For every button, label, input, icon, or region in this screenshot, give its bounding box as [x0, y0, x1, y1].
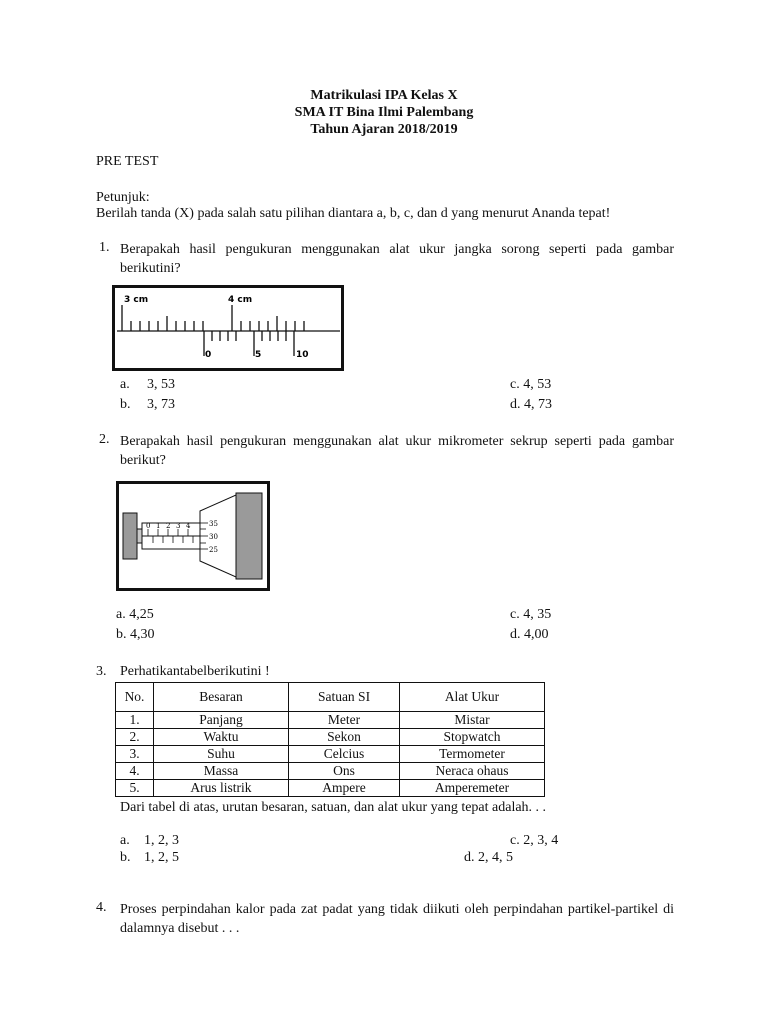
q1-option-b-letter: b. — [120, 397, 131, 412]
table-header-row — [116, 683, 545, 712]
q4-text: Proses perpindahan kalor pada zat padat yang tidak diikuti oleh perpindahan partikel-partikel di dalamnya disebut . . . — [120, 902, 674, 936]
units-table — [115, 682, 545, 797]
table-header: Satuan SI — [289, 683, 400, 712]
sleeve-label-2: 2 — [166, 522, 171, 530]
q1-number: 1. — [99, 240, 110, 255]
q3-option-a-letter: a. — [120, 833, 130, 848]
q1-option-a: 3, 53 — [147, 377, 175, 392]
q3-option-c: c. 2, 3, 4 — [510, 833, 559, 848]
table-cell: 4. — [116, 763, 154, 780]
table-cell: 5. — [116, 780, 154, 797]
table-cell: Mistar — [400, 712, 545, 729]
q3-text: Perhatikantabelberikutini ! — [120, 664, 270, 679]
q3-option-b: 1, 2, 5 — [144, 850, 179, 865]
table-row — [116, 712, 545, 729]
vernier-caliper-figure — [112, 285, 344, 371]
doc-title-line-2: SMA IT Bina Ilmi Palembang — [294, 105, 474, 120]
main-scale-label-4cm: 4 cm — [228, 295, 253, 305]
table-cell: Arus listrik — [154, 780, 289, 797]
pretest-heading: PRE TEST — [96, 154, 159, 169]
sleeve-label-1: 1 — [156, 522, 161, 530]
table-header: Alat Ukur — [400, 683, 545, 712]
doc-title-line-3: Tahun Ajaran 2018/2019 — [310, 122, 458, 137]
thimble-label-30: 30 — [209, 533, 218, 541]
table-header: Besaran — [154, 683, 289, 712]
q1-text: Berapakah hasil pengukuran menggunakan alat ukur jangka sorong seperti pada gambar berikutini? — [120, 242, 674, 276]
table-row — [116, 780, 545, 797]
q3-option-b-letter: b. — [120, 850, 131, 865]
table-cell: Stopwatch — [400, 729, 545, 746]
q1-option-b: 3, 73 — [147, 397, 175, 412]
table-cell: 3. — [116, 746, 154, 763]
q1-option-d: d. 4, 73 — [510, 397, 552, 412]
table-row — [116, 763, 545, 780]
table-cell: Waktu — [154, 729, 289, 746]
instruction-text: Berilah tanda (X) pada salah satu pilihan diantara a, b, c, dan d yang menurut Ananda tepat! — [96, 206, 611, 221]
table-cell: Suhu — [154, 746, 289, 763]
table-cell: Panjang — [154, 712, 289, 729]
q2-text: Berapakah hasil pengukuran menggunakan alat ukur mikrometer sekrup seperti pada gambar berikut? — [120, 434, 674, 468]
q2-option-d: d. 4,00 — [510, 627, 549, 642]
q2-option-a: a. 4,25 — [116, 607, 154, 622]
sleeve-label-3: 3 — [176, 522, 181, 530]
vernier-label-0: 0 — [205, 350, 212, 360]
main-scale-label-3cm: 3 cm — [124, 295, 149, 305]
q3-option-d: d. 2, 4, 5 — [464, 850, 513, 865]
q2-option-c: c. 4, 35 — [510, 607, 552, 622]
table-cell: Amperemeter — [400, 780, 545, 797]
table-cell: Sekon — [289, 729, 400, 746]
table-cell: Neraca ohaus — [400, 763, 545, 780]
doc-title-line-1: Matrikulasi IPA Kelas X — [310, 88, 458, 103]
q3-option-a: 1, 2, 3 — [144, 833, 179, 848]
q2-option-b: b. 4,30 — [116, 627, 155, 642]
q3-number: 3. — [96, 664, 107, 679]
micrometer-screw-figure — [116, 481, 270, 591]
table-cell: Celcius — [289, 746, 400, 763]
table-cell: Massa — [154, 763, 289, 780]
table-cell: Meter — [289, 712, 400, 729]
table-header: No. — [116, 683, 154, 712]
q3-followup: Dari tabel di atas, urutan besaran, satuan, dan alat ukur yang tepat adalah. . . — [120, 800, 547, 815]
thimble-label-35: 35 — [209, 520, 218, 528]
instruction-label: Petunjuk: — [96, 190, 150, 205]
table-cell: 1. — [116, 712, 154, 729]
q1-option-a-letter: a. — [120, 377, 130, 392]
vernier-label-5: 5 — [255, 350, 262, 360]
table-row — [116, 746, 545, 763]
sleeve-label-4: 4 — [186, 522, 191, 530]
q4-number: 4. — [96, 900, 107, 915]
table-cell: Termometer — [400, 746, 545, 763]
sleeve-label-0: 0 — [146, 522, 151, 530]
table-row — [116, 729, 545, 746]
q1-option-c: c. 4, 53 — [510, 377, 552, 392]
table-cell: 2. — [116, 729, 154, 746]
q2-number: 2. — [99, 432, 110, 447]
thimble-label-25: 25 — [209, 546, 218, 554]
table-cell: Ons — [289, 763, 400, 780]
table-cell: Ampere — [289, 780, 400, 797]
vernier-label-10: 10 — [296, 350, 309, 360]
